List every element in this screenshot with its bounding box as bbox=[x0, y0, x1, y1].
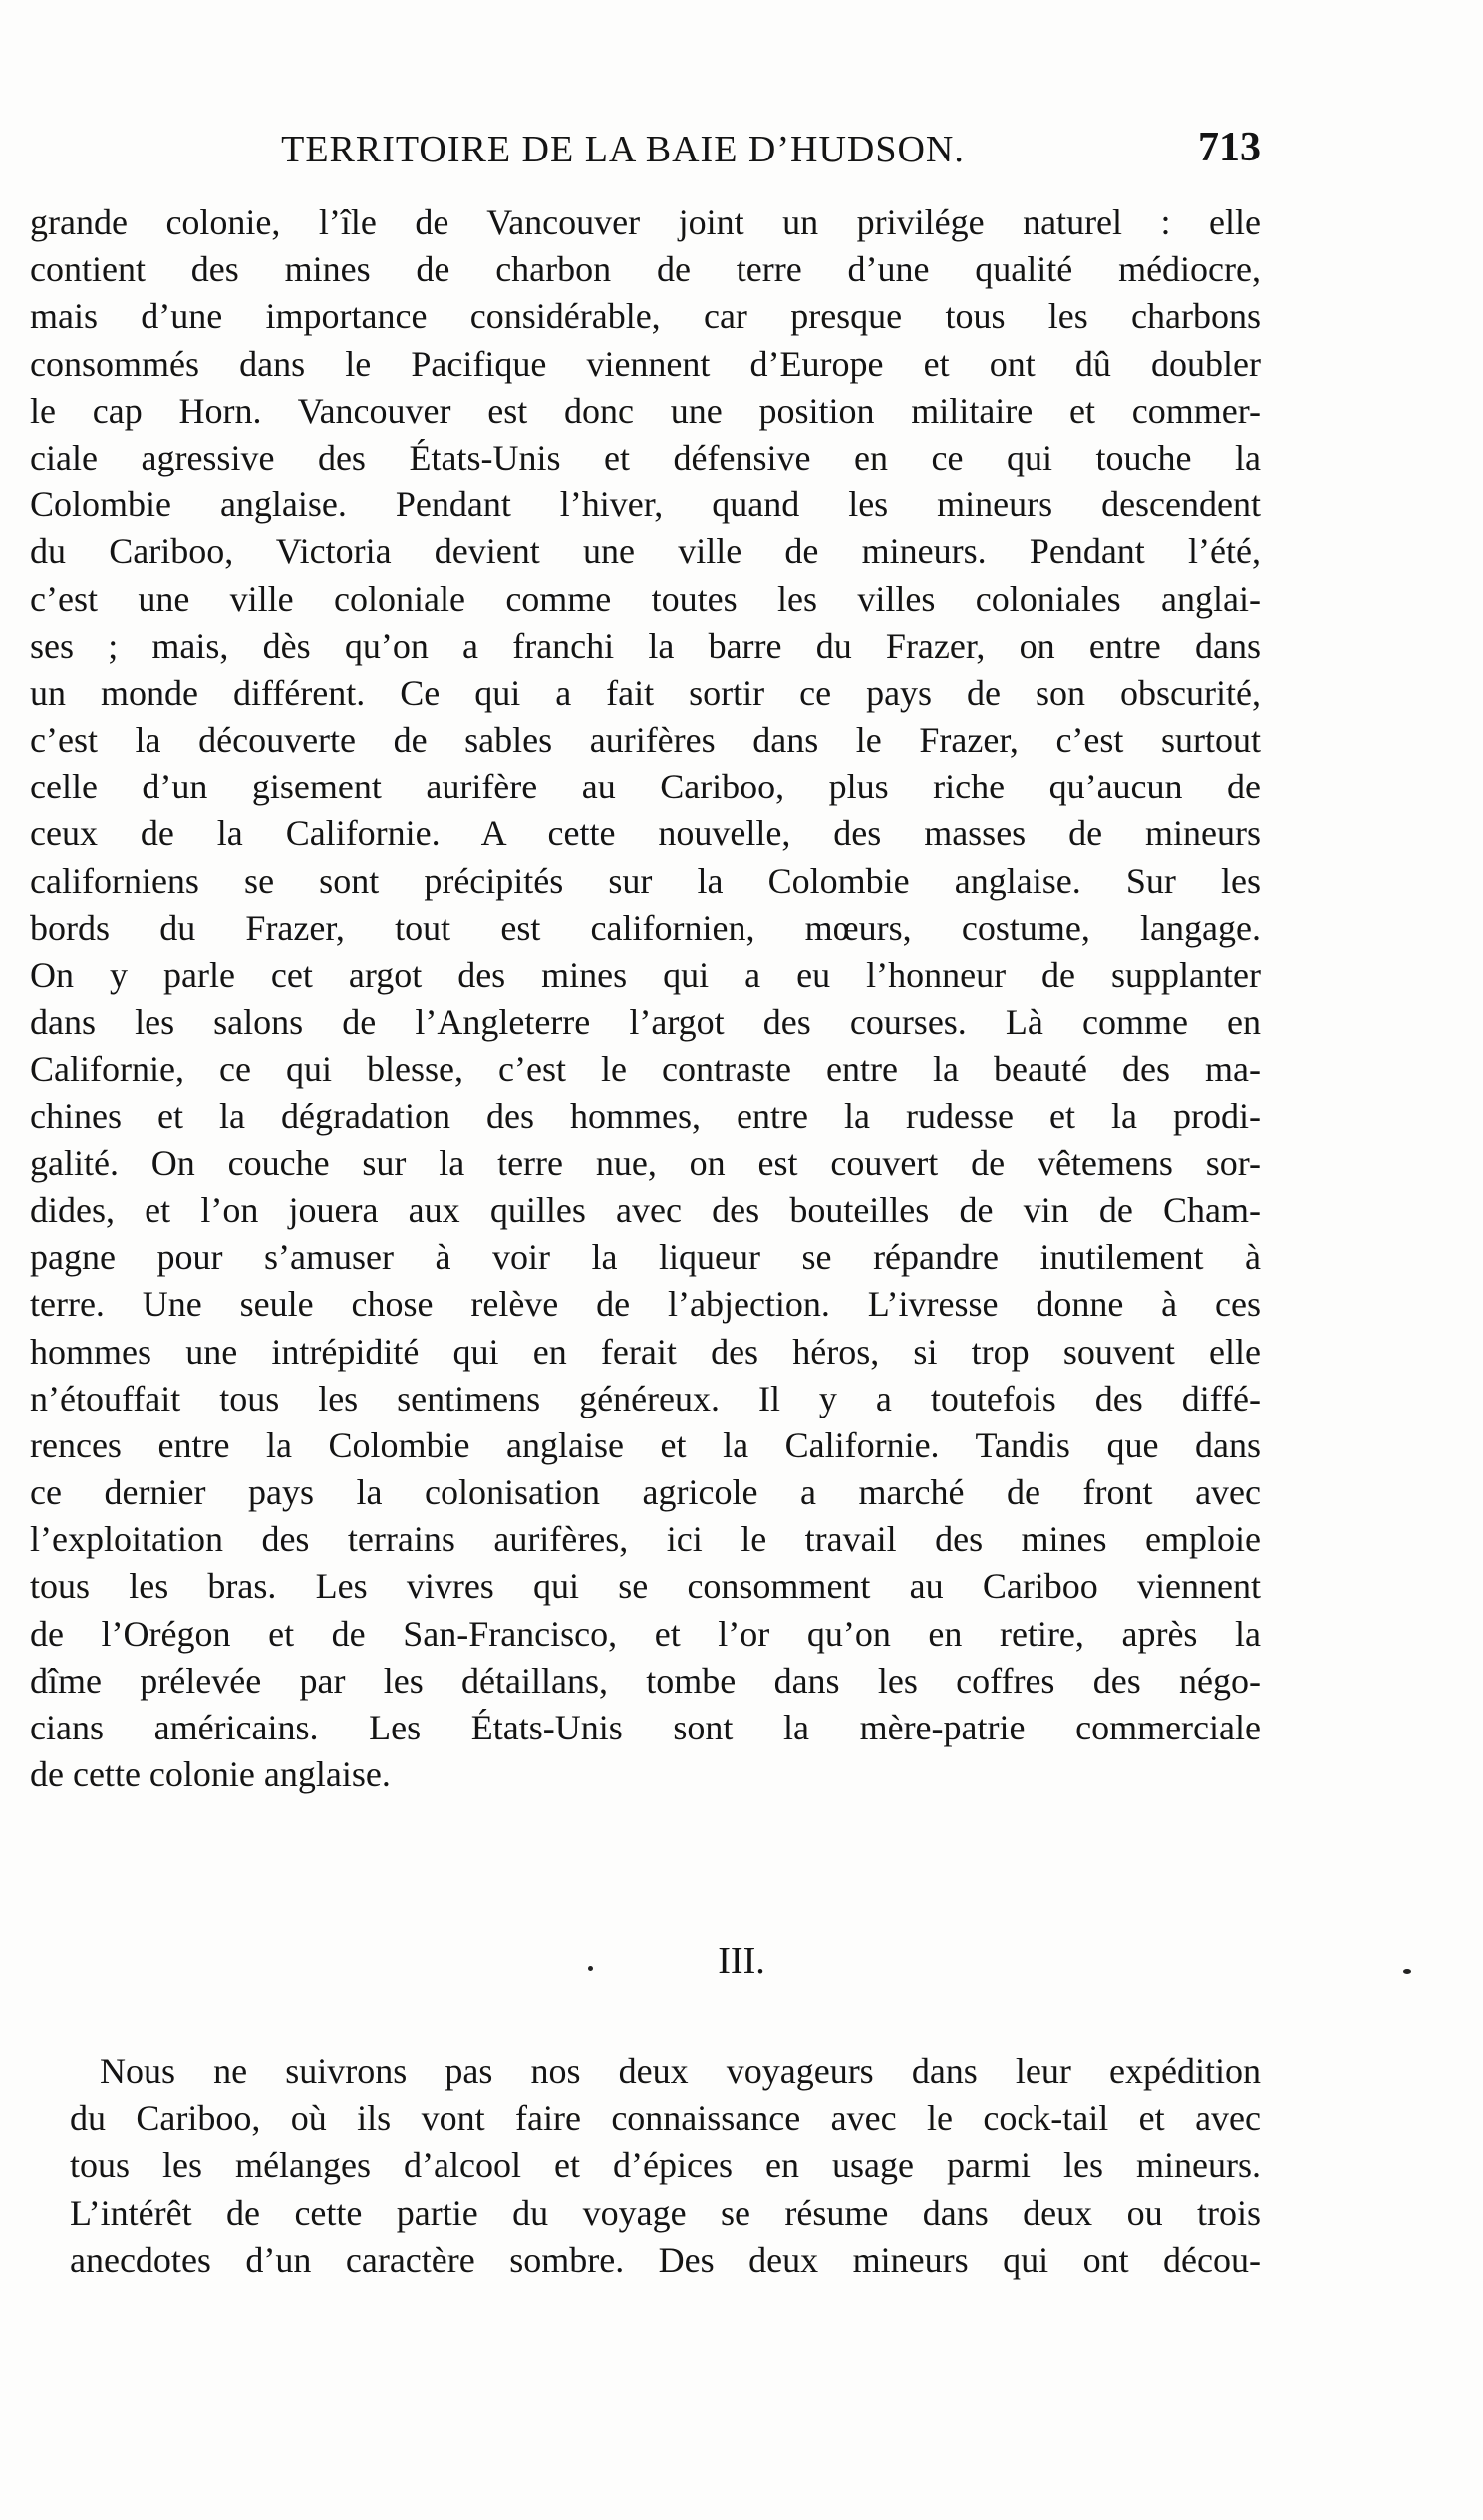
text-line: anecdotes d’un caractère sombre. Des deux mineurs qui ont décou- bbox=[70, 2239, 1261, 2280]
text-line: ses ; mais, dès qu’on a franchi la barre du Frazer, on entre dans bbox=[30, 625, 1261, 666]
text-line: bords du Frazer, tout est californien, mœurs, costume, langage. bbox=[30, 907, 1261, 948]
text-line: contient des mines de charbon de terre d’une qualité médiocre, bbox=[30, 249, 1261, 290]
text-line: dans les salons de l’Angleterre l’argot des courses. Là comme en bbox=[30, 1002, 1261, 1043]
text-line: chines et la dégradation des hommes, entre la rudesse et la prodi- bbox=[30, 1096, 1261, 1136]
text-line: dîme prélevée par les détaillans, tombe dans les coffres des négo- bbox=[30, 1660, 1261, 1701]
text-line: Nous ne suivrons pas nos deux voyageurs dans leur expédition bbox=[100, 2051, 1261, 2091]
ink-speck bbox=[1403, 1969, 1411, 1974]
text-line: Colombie anglaise. Pendant l’hiver, quand les mineurs descendent bbox=[30, 484, 1261, 525]
text-line: c’est une ville coloniale comme toutes les villes coloniales anglai- bbox=[30, 578, 1261, 619]
text-line: l’exploitation des terrains aurifères, ici le travail des mines emploie bbox=[30, 1519, 1261, 1560]
text-line: rences entre la Colombie anglaise et la Californie. Tandis que dans bbox=[30, 1424, 1261, 1465]
text-line: L’intérêt de cette partie du voyage se résume dans deux ou trois bbox=[70, 2192, 1261, 2233]
text-line: de cette colonie anglaise. bbox=[30, 1754, 391, 1795]
text-line: On y parle cet argot des mines qui a eu l’honneur de supplanter bbox=[30, 955, 1261, 995]
text-line: ciale agressive des États-Unis et défensive en ce qui touche la bbox=[30, 437, 1261, 477]
text-line: terre. Une seule chose relève de l’abjection. L’ivresse donne à ces bbox=[30, 1284, 1261, 1325]
text-line: californiens se sont précipités sur la Colombie anglaise. Sur les bbox=[30, 860, 1261, 901]
text-line: ce dernier pays la colonisation agricole a marché de front avec bbox=[30, 1472, 1261, 1513]
running-title: TERRITOIRE DE LA BAIE D’HUDSON. bbox=[281, 129, 965, 170]
text-line: grande colonie, l’île de Vancouver joint un privilége naturel : elle bbox=[30, 202, 1261, 242]
text-line: dides, et l’on jouera aux quilles avec des bouteilles de vin de Cham- bbox=[30, 1189, 1261, 1230]
text-line: Californie, ce qui blesse, c’est le contraste entre la beauté des ma- bbox=[30, 1049, 1261, 1090]
text-line: hommes une intrépidité qui en ferait des héros, si trop souvent elle bbox=[30, 1331, 1261, 1372]
text-line: c’est la découverte de sables aurifères dans le Frazer, c’est surtout bbox=[30, 720, 1261, 761]
text-line: galité. On couche sur la terre nue, on est couvert de vêtemens sor- bbox=[30, 1142, 1261, 1183]
section-text bbox=[70, 2048, 1261, 2284]
text-line: n’étouffait tous les sentimens généreux. Il y a toutefois des diffé- bbox=[30, 1378, 1261, 1418]
text-line: du Cariboo, Victoria devient une ville de mineurs. Pendant l’été, bbox=[30, 531, 1261, 572]
text-line: mais d’une importance considérable, car presque tous les charbons bbox=[30, 296, 1261, 337]
text-line: du Cariboo, où ils vont faire connaissance avec le cock-tail et avec bbox=[70, 2098, 1261, 2139]
text-line: tous les bras. Les vivres qui se consomment au Cariboo viennent bbox=[30, 1566, 1261, 1607]
text-line: tous les mélanges d’alcool et d’épices en usage parmi les mineurs. bbox=[70, 2145, 1261, 2186]
text-line: celle d’un gisement aurifère au Cariboo, plus riche qu’aucun de bbox=[30, 767, 1261, 807]
section-heading: III. bbox=[718, 1940, 765, 1982]
page-number: 713 bbox=[1198, 125, 1261, 170]
text-line: ceux de la Californie. A cette nouvelle, des masses de mineurs bbox=[30, 813, 1261, 854]
text-line: de l’Orégon et de San-Francisco, et l’or qu’on en retire, après la bbox=[30, 1613, 1261, 1654]
ink-speck bbox=[588, 1966, 593, 1971]
running-head bbox=[214, 125, 1261, 187]
text-line: un monde différent. Ce qui a fait sortir ce pays de son obscurité, bbox=[30, 672, 1261, 713]
text-line: pagne pour s’amuser à voir la liqueur se répandre inutilement à bbox=[30, 1237, 1261, 1278]
body-text bbox=[30, 199, 1261, 1798]
text-line: cians américains. Les États-Unis sont la mère-patrie commerciale bbox=[30, 1708, 1261, 1747]
text-line: consommés dans le Pacifique viennent d’Europe et ont dû doubler bbox=[30, 343, 1261, 384]
text-line: le cap Horn. Vancouver est donc une position militaire et commer- bbox=[30, 390, 1261, 431]
